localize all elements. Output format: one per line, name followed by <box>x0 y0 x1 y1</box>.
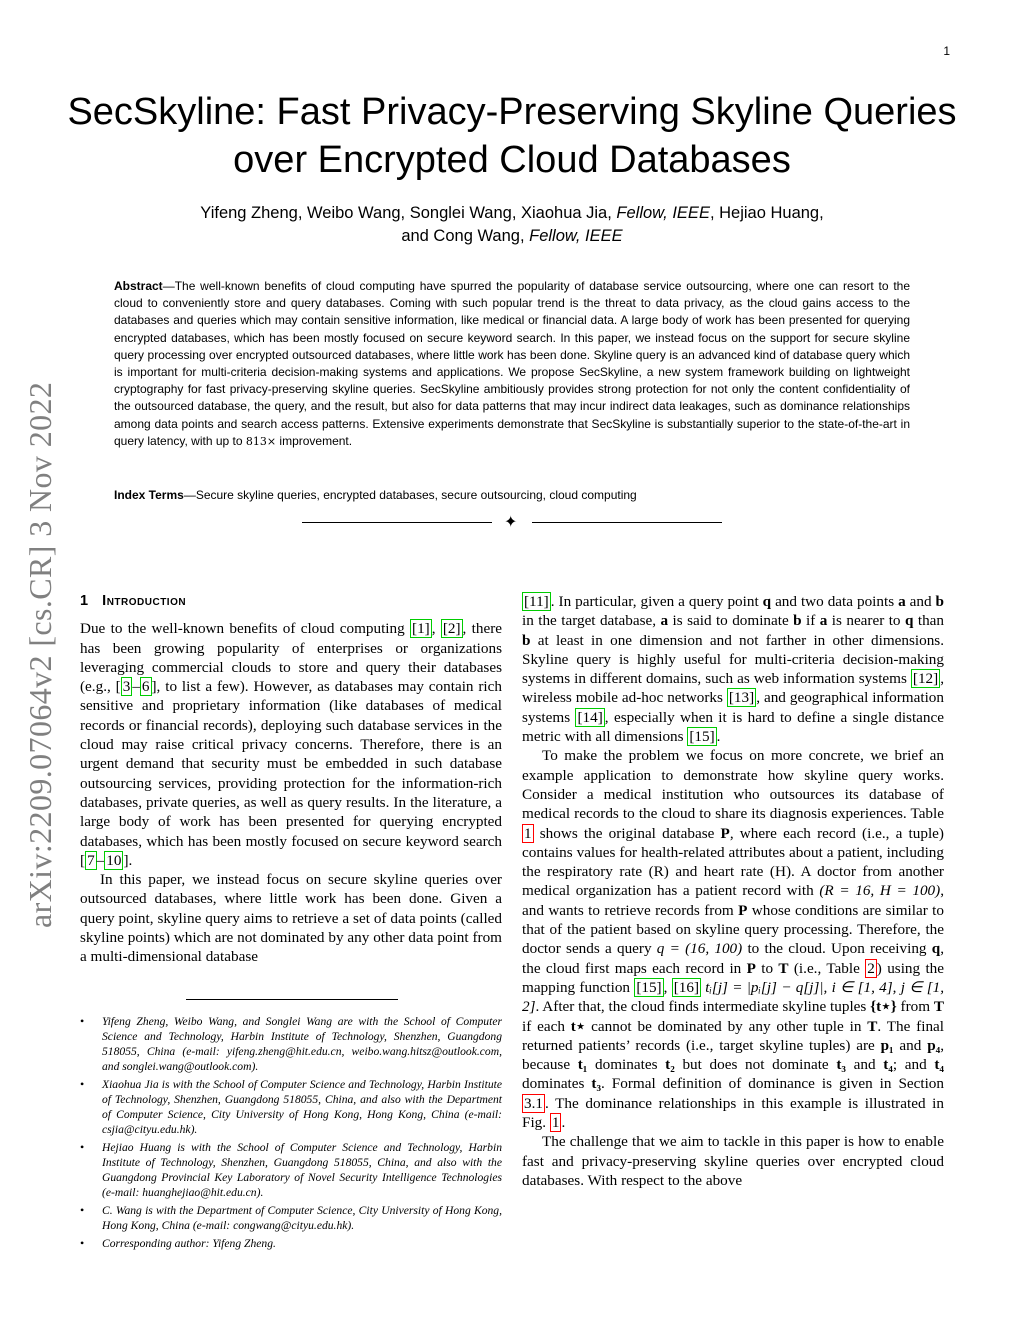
text: . The final returned patients’ records (i.e., target skyline tuples) are <box>522 1017 945 1054</box>
math-q: q <box>762 593 772 610</box>
text: at least in one dimension and not farther in other dimensions. Skyline query is highly useful for multi-criteria decision-making systems in different domains, such as web information systems <box>522 631 944 688</box>
text: , there has been growing popularity of enterprises or organizations leveraging commercial clouds to store and query their databases (e.g., [ <box>80 620 502 696</box>
math-mapping-function: tᵢ[j] = |pᵢ[j] − q[j]|, i ∈ [1, 4], j ∈ [1, 2] <box>522 978 945 1016</box>
footnote-text: Corresponding author: Yifeng Zheng. <box>102 1237 276 1250</box>
arxiv-identifier[interactable]: arXiv:2209.07064v2 [cs.CR] 3 Nov 2022 <box>22 381 58 928</box>
footnote-5 <box>80 1236 502 1251</box>
text: – <box>96 851 105 869</box>
right-column <box>522 592 944 1190</box>
math-P: P <box>746 959 756 977</box>
text: , wireless mobile ad-hoc networks <box>522 670 944 707</box>
text: . After that, the cloud finds intermediate skyline tuples <box>535 998 871 1016</box>
section-title: Introduction <box>102 593 187 609</box>
left-column <box>80 592 502 967</box>
math-p1: p₁ <box>880 1036 894 1054</box>
paper-title: SecSkyline: Fast Privacy-Preserving Skyline Queries over Encrypted Cloud Databases <box>67 91 957 181</box>
footnote-3 <box>80 1140 502 1200</box>
bullet-icon: • <box>80 1077 85 1091</box>
text: ]. <box>123 851 133 869</box>
math-a: a <box>898 593 906 610</box>
math-query: q = (16, 100) <box>656 940 743 958</box>
text: , <box>431 620 441 638</box>
text: , especially when it is hard to define a single distance metric with all dimensions <box>522 708 944 746</box>
text: . <box>561 1114 566 1132</box>
text: if each <box>522 1017 571 1035</box>
page-number: 1 <box>943 44 950 58</box>
text: and <box>905 593 936 610</box>
bullet-icon: • <box>80 1236 85 1250</box>
text: from <box>896 998 934 1016</box>
text: , because <box>522 1036 944 1074</box>
math-b: b <box>522 631 531 649</box>
math-t3: t₃ <box>836 1056 846 1074</box>
bullet-icon: • <box>80 1203 85 1217</box>
bullet-icon: • <box>80 1140 85 1154</box>
math-T: T <box>867 1017 878 1035</box>
text: – <box>132 678 140 696</box>
text: , the cloud first maps each record in <box>522 940 945 977</box>
citation-14[interactable]: [14] <box>577 708 603 726</box>
footnote-text: C. Wang is with the Department of Computer Science, City University of Hong Kong, Hong Kong, China (e-mail: congwang@cityu.edu.hk). <box>102 1204 502 1232</box>
text: , <box>663 978 668 996</box>
math-P: P <box>738 901 748 919</box>
citation-12[interactable]: [12] <box>912 670 939 688</box>
citation-3[interactable]: 3 <box>122 678 131 696</box>
text: is nearer to <box>827 612 905 630</box>
footnotes <box>80 1014 502 1254</box>
intro-paragraph-3 <box>522 746 944 1132</box>
intro-paragraph-4: The challenge that we aim to tackle in this paper is how to enable fast and privacy-preserving skyline queries over encrypted cloud databases. With respect to the above <box>522 1133 944 1189</box>
text: to <box>755 959 779 977</box>
table-1-link[interactable]: 1 <box>524 824 532 842</box>
section-number: 1 <box>80 593 89 609</box>
fellow-ieee-2: Fellow, IEEE <box>529 227 623 245</box>
abstract-text-end: improvement. <box>276 433 353 448</box>
text: . <box>716 728 721 746</box>
text: , where each record (i.e., a tuple) contains values for health-related attributes about a patient, including the respiratory rate (R) and heart rate (H). A doctor from another medical organization has a patient record with <box>522 824 944 900</box>
index-terms-label: Index Terms <box>114 488 184 502</box>
section-3-1-link[interactable]: 3.1 <box>524 1094 543 1112</box>
text: , and wants to retrieve records from <box>522 882 944 919</box>
text: , and geographical information systems <box>522 689 944 726</box>
footnote-4 <box>80 1203 502 1233</box>
authors-line1-post: , Hejiao Huang, <box>709 204 824 222</box>
authors-line2-pre: and Cong Wang, <box>401 227 530 245</box>
intro-paragraph-2: In this paper, we instead focus on secure skyline queries over outsourced databases, where little work has been done. Given a query point, skyline query aims to retrieve a set of data points (called skyline points) which are not dominated by any other data point from a multi-dimensional database <box>80 871 502 966</box>
divider-line-right <box>532 522 722 523</box>
text: shows the original database <box>533 824 721 842</box>
text: ], to list a few). However, as databases may contain rich sensitive and proprietary information (like databases of medical records or financial records), deploying such database services in the cloud may raise critical privacy concerns. Therefore, there is an urgent demand that security must be embedded in such database outsourcing services, providing protection for the information-rich databases, private queries, as well as query results. In the literature, a large body of work has been presented for querying encrypted databases, which has been mostly focused on secure keyword search [ <box>80 678 502 869</box>
math-t4: t₄ <box>934 1056 944 1074</box>
footnote-text: Hejiao Huang is with the School of Computer Science and Technology, Harbin Institute of Technology, Shenzhen, Guangdong 518055, China, and also with the Guangdong Provincial Key Laboratory of Novel Security Intelligence Technologies (e-mail: huanghejiao@hit.edu.cn). <box>102 1141 502 1199</box>
text: . In particular, given a query point <box>550 593 763 610</box>
math-T: T <box>933 998 944 1016</box>
math-t1: t₁ <box>577 1056 588 1074</box>
text: to the cloud. Upon receiving <box>742 940 932 958</box>
citation-6[interactable]: 6 <box>141 678 150 696</box>
text: is said to dominate <box>668 612 794 630</box>
text: . Formal definition of dominance is given in Section <box>601 1075 944 1093</box>
math-tstar-set: {t⋆} <box>870 998 897 1016</box>
math-b: b <box>935 593 944 610</box>
footnote-text: Yifeng Zheng, Weibo Wang, and Songlei Wang are with the School of Computer Science and Technology, Harbin Institute of Technology, Shenzhen, Guangdong 518055, China (e-mail: yifeng.zheng@hit.edu.cn, weibo.wang.hitsz@outlook.com, and songlei.wang@outlook.com). <box>102 1015 502 1073</box>
section-divider <box>302 513 722 533</box>
authors-line1-pre: Yifeng Zheng, Weibo Wang, Songlei Wang, Xiaohua Jia, <box>200 204 617 222</box>
math-a: a <box>660 612 669 630</box>
intro-paragraph-1 <box>80 619 502 870</box>
citation-7[interactable]: 7 <box>87 851 95 869</box>
table-2-link[interactable]: 2 <box>867 959 875 977</box>
math-a: a <box>819 612 828 630</box>
citation-15[interactable]: [15] <box>689 728 715 746</box>
index-terms-text: —Secure skyline queries, encrypted databases, secure outsourcing, cloud computing <box>183 488 637 502</box>
math-q: q <box>904 612 914 630</box>
abstract-text: —The well-known benefits of cloud computing have spurred the popularity of database service outsourcing, where one can resort to the cloud to conveniently store and query databases. Coming with such popular trend is the threat to data privacy, as the cloud gains access to the databases and queries which may contain sensitive information, like medical or financial data. A large body of work has been presented for querying encrypted databases, which has been mostly focused on secure keyword search. In this paper, we instead focus on the support for secure skyline query processing over encrypted outsourced databases, where little work has been done. Skyline query is an advanced kind of database query which is important for multi-criteria decision-making systems and applications. We propose SecSkyline, a new system framework building on lightweight cryptography for fast privacy-preserving skyline queries. SecSkyline ambitiously provides strong protection for not only the content confidentiality of the outsourced database, the query, and the result, but also for data patterns that may incur indirect data leakages, such as dominance relationships among data points and search access patterns. Extensive experiments demonstrate that SecSkyline is substantially superior to the state-of-the-art in query latency, with up to <box>114 279 910 448</box>
math-t4: t₄ <box>883 1056 893 1074</box>
text: dominates <box>522 1075 592 1093</box>
text: but does not dominate <box>674 1056 837 1074</box>
index-terms <box>114 487 910 504</box>
text: and two data points <box>771 593 899 610</box>
footnote-text: Xiaohua Jia is with the School of Computer Science and Technology, Harbin Institute of Technology, Shenzhen, Guangdong 518055, China, and also with the Department of Computer Science, City University of Hong Kong, Hong Kong, China (e-mail: csjia@cityu.edu.hk). <box>102 1078 502 1136</box>
text: dominates <box>587 1056 666 1074</box>
text: . The dominance relationships in this example is illustrated in Fig. <box>522 1094 944 1132</box>
math-P: P <box>720 824 730 842</box>
figure-1-link[interactable]: 1 <box>551 1114 560 1132</box>
text: whose conditions are similar to that of the patient based on skyline query processing. Therefore, the doctor sends a query <box>522 901 944 958</box>
text: if <box>801 612 820 630</box>
abstract-speedup: 813× <box>245 434 277 448</box>
citation-1[interactable]: [1] <box>412 620 430 638</box>
text: and <box>893 1036 928 1054</box>
footnote-1 <box>80 1014 502 1074</box>
text: ; and <box>892 1056 935 1074</box>
text: (i.e., Table <box>788 959 866 977</box>
text: cannot be dominated by any other tuple in <box>585 1017 868 1035</box>
math-tstar: t⋆ <box>570 1017 586 1035</box>
math-t2: t₂ <box>665 1056 675 1074</box>
author-list <box>112 202 912 248</box>
intro-paragraph-2-cont <box>522 592 944 746</box>
citation-10[interactable]: 10 <box>106 851 122 869</box>
text: Due to the well-known benefits of cloud computing <box>80 620 411 638</box>
citation-13[interactable]: [13] <box>728 689 755 707</box>
citation-2[interactable]: [2] <box>442 620 461 638</box>
text: in the target database, <box>522 612 661 630</box>
citation-11[interactable]: [11] <box>524 593 549 610</box>
text: To make the problem we focus on more concrete, we brief an example application to demonstrate how skyline query works. Consider a medical institution who outsources its database of medical records to the cloud to share its diagnosis experiences. Table <box>522 747 944 823</box>
text: than <box>913 612 945 630</box>
text: ) using the mapping function <box>522 959 944 996</box>
citation-15b[interactable]: [15] <box>636 978 662 996</box>
math-t3: t₃ <box>591 1075 602 1093</box>
divider-line-left <box>302 522 492 523</box>
bullet-icon: • <box>80 1014 85 1028</box>
math-T: T <box>778 959 789 977</box>
math-b: b <box>793 612 802 630</box>
section-heading <box>80 592 502 611</box>
fellow-ieee-1: Fellow, IEEE <box>616 204 710 222</box>
abstract <box>114 278 910 450</box>
math-p4: p₄ <box>927 1036 941 1054</box>
citation-16[interactable]: [16] <box>673 978 700 996</box>
footnote-2 <box>80 1077 502 1137</box>
math-patient-record: (R = 16, H = 100) <box>819 882 941 900</box>
text: and <box>845 1056 884 1074</box>
footnote-rule <box>186 999 398 1000</box>
divider-diamond-icon: ✦ <box>504 512 518 531</box>
math-q: q <box>931 940 941 958</box>
abstract-label: Abstract <box>114 279 163 293</box>
